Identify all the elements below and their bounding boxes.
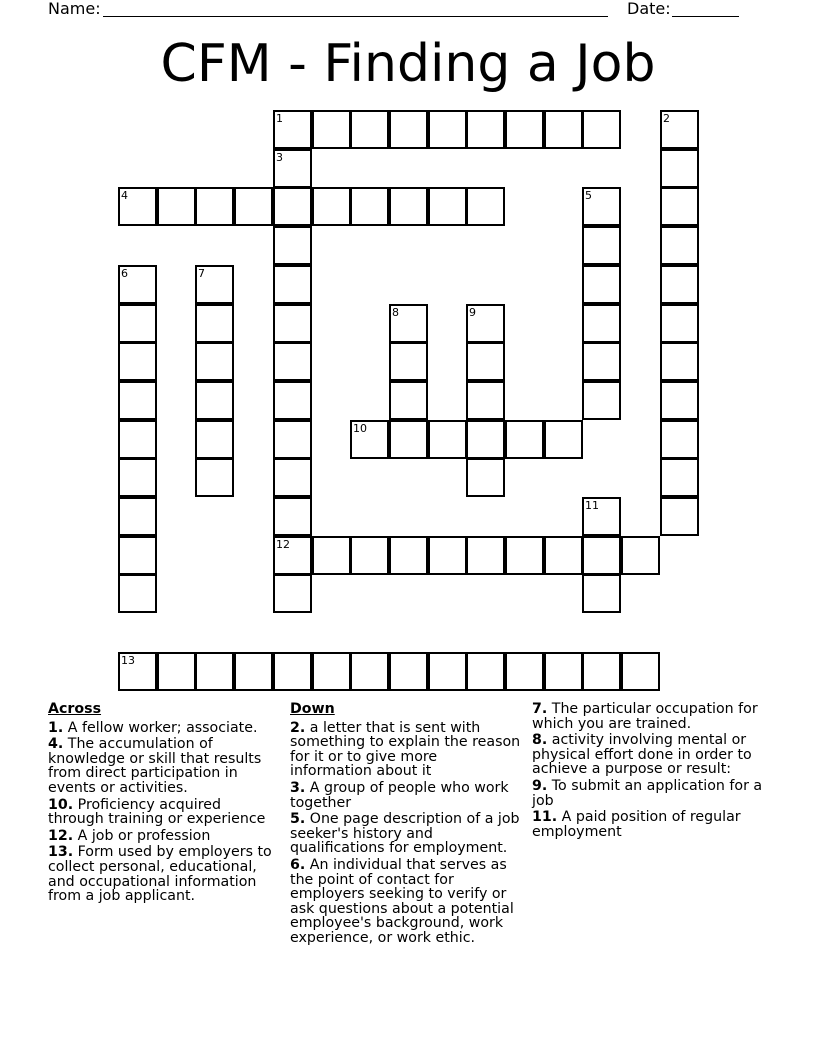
clue-number: 8 [392, 306, 399, 319]
grid-cell[interactable] [234, 652, 273, 691]
grid-cell[interactable] [505, 536, 544, 575]
clue-num: 4. [48, 736, 64, 753]
grid-cell[interactable] [660, 342, 699, 381]
clue-item [532, 810, 768, 839]
grid-cell[interactable] [428, 536, 467, 575]
grid-cell[interactable] [312, 110, 351, 149]
grid-cell[interactable] [544, 420, 583, 459]
grid-cell[interactable] [195, 342, 234, 381]
grid-cell[interactable] [660, 497, 699, 536]
clue-num: 1. [48, 719, 64, 736]
clue-num: 9. [532, 777, 548, 794]
grid-cell[interactable] [428, 187, 467, 226]
grid-cell[interactable] [621, 652, 660, 691]
grid-cell[interactable] [273, 574, 312, 613]
grid-cell[interactable] [350, 110, 389, 149]
grid-cell[interactable] [195, 304, 234, 343]
clue-num: 3. [290, 779, 306, 796]
grid-cell[interactable] [118, 536, 157, 575]
clue-text: A job or profession [73, 827, 211, 844]
clue-item [532, 779, 768, 808]
grid-cell[interactable] [582, 536, 621, 575]
grid-cell[interactable] [389, 187, 428, 226]
clue-text: The particular occupation for which you are trained. [532, 701, 758, 732]
grid-cell[interactable] [195, 420, 234, 459]
clue-num: 11. [532, 809, 558, 826]
clue-number: 5 [585, 189, 592, 202]
clue-text: a letter that is sent with something to explain the reason for it or to give more information about it [290, 719, 521, 780]
grid-cell[interactable] [118, 342, 157, 381]
grid-cell[interactable] [273, 497, 312, 536]
grid-cell[interactable] [466, 342, 505, 381]
grid-cell[interactable] [273, 187, 312, 226]
grid-cell[interactable] [118, 420, 157, 459]
grid-cell[interactable] [505, 420, 544, 459]
grid-cell[interactable] [389, 110, 428, 149]
grid-cell[interactable] [660, 265, 699, 304]
grid-cell[interactable] [273, 226, 312, 265]
clue-item [532, 702, 768, 731]
clue-number: 9 [469, 306, 476, 319]
clue-item [48, 721, 278, 736]
grid-cell[interactable] [118, 458, 157, 497]
clue-text: One page description of a job seeker's history and qualifications for employment. [290, 811, 520, 857]
grid-cell[interactable] [273, 342, 312, 381]
grid-cell[interactable] [312, 652, 351, 691]
clue-text: Proficiency acquired through training or experience [48, 796, 266, 828]
grid-cell[interactable] [118, 304, 157, 343]
grid-cell[interactable] [273, 304, 312, 343]
grid-cell[interactable] [350, 652, 389, 691]
clue-text: To submit an application for a job [532, 777, 763, 809]
grid-cell[interactable] [273, 458, 312, 497]
grid-cell[interactable] [157, 652, 196, 691]
clue-number: 10 [353, 422, 367, 435]
clue-num: 7. [532, 701, 548, 717]
grid-cell[interactable] [544, 110, 583, 149]
grid-cell[interactable] [466, 652, 505, 691]
grid-cell[interactable] [582, 381, 621, 420]
down-clues [290, 702, 522, 948]
grid-cell[interactable] [660, 381, 699, 420]
clue-num: 6. [290, 856, 306, 873]
grid-cell[interactable] [466, 110, 505, 149]
grid-cell[interactable] [273, 381, 312, 420]
grid-cell[interactable] [273, 420, 312, 459]
clue-item [48, 845, 278, 903]
grid-cell[interactable] [466, 381, 505, 420]
clue-text: activity involving mental or physical effort done in order to achieve a purpose or result: [532, 732, 752, 778]
clue-number: 4 [121, 189, 128, 202]
grid-cell[interactable] [621, 536, 660, 575]
grid-cell[interactable] [312, 187, 351, 226]
grid-cell[interactable] [582, 304, 621, 343]
clue-number: 2 [663, 112, 670, 125]
clue-num: 10. [48, 796, 74, 813]
clue-number: 13 [121, 654, 135, 667]
clue-number: 7 [198, 267, 205, 280]
clue-num: 8. [532, 732, 548, 749]
grid-cell[interactable] [660, 420, 699, 459]
grid-cell[interactable] [466, 536, 505, 575]
grid-cell[interactable] [582, 652, 621, 691]
down-heading: Down [290, 701, 335, 717]
clue-item [290, 781, 522, 810]
grid-cell[interactable] [389, 536, 428, 575]
grid-cell[interactable] [389, 381, 428, 420]
grid-cell[interactable] [544, 536, 583, 575]
grid-cell[interactable] [582, 265, 621, 304]
clue-text: A group of people who work together [290, 779, 509, 811]
grid-cell[interactable] [195, 458, 234, 497]
grid-cell[interactable] [582, 226, 621, 265]
grid-cell[interactable] [273, 265, 312, 304]
grid-cell[interactable] [660, 226, 699, 265]
clue-text: A paid position of regular employment [532, 809, 741, 840]
grid-cell[interactable] [118, 574, 157, 613]
grid-cell[interactable] [195, 187, 234, 226]
grid-cell[interactable] [118, 381, 157, 420]
grid-cell[interactable] [428, 652, 467, 691]
grid-cell[interactable] [582, 574, 621, 613]
across-heading: Across [48, 701, 102, 717]
grid-cell[interactable] [660, 458, 699, 497]
clue-number: 3 [276, 151, 283, 164]
grid-cell[interactable] [466, 420, 505, 459]
grid-cell[interactable] [505, 110, 544, 149]
clue-item [290, 812, 522, 856]
grid-cell[interactable] [544, 652, 583, 691]
grid-cell[interactable] [428, 110, 467, 149]
grid-cell[interactable] [505, 652, 544, 691]
grid-cell[interactable] [660, 149, 699, 188]
clue-number: 6 [121, 267, 128, 280]
name-label: Name: [48, 0, 101, 18]
grid-cell[interactable] [195, 652, 234, 691]
grid-cell[interactable] [389, 420, 428, 459]
grid-cell[interactable] [582, 342, 621, 381]
clue-text: The accumulation of knowledge or skill that results from direct participation in events or activities. [48, 736, 262, 796]
clue-num: 12. [48, 827, 74, 844]
clue-number: 11 [585, 499, 599, 512]
clue-item [48, 798, 278, 827]
clue-num: 5. [290, 811, 306, 828]
clue-text: Form used by employers to collect personal, educational, and occupational information from a job applicant. [48, 844, 272, 905]
grid-cell[interactable] [466, 187, 505, 226]
clue-item [290, 858, 522, 946]
grid-cell[interactable] [350, 187, 389, 226]
clue-item [290, 721, 522, 779]
grid-cell[interactable] [234, 187, 273, 226]
grid-cell[interactable] [157, 187, 196, 226]
clue-number: 12 [276, 538, 290, 551]
grid-cell[interactable] [389, 652, 428, 691]
grid-cell[interactable] [660, 187, 699, 226]
grid-cell[interactable] [466, 458, 505, 497]
clue-num: 2. [290, 719, 306, 736]
clue-item [48, 829, 278, 844]
down-clues-continued [532, 702, 768, 841]
grid-cell[interactable] [582, 110, 621, 149]
date-label: Date: [627, 0, 671, 18]
grid-cell[interactable] [118, 497, 157, 536]
across-clues [48, 702, 278, 906]
clue-item [532, 733, 768, 777]
grid-cell[interactable] [428, 420, 467, 459]
grid-cell[interactable] [312, 536, 351, 575]
grid-cell[interactable] [195, 381, 234, 420]
clue-text: An individual that serves as the point of contact for employers seeking to verify or ask questions about a potential employee's background, work experience, or work ethic. [290, 856, 514, 946]
clue-item [48, 737, 278, 795]
clue-text: A fellow worker; associate. [63, 719, 258, 736]
grid-cell[interactable] [350, 536, 389, 575]
clue-number: 1 [276, 112, 283, 125]
grid-cell[interactable] [273, 652, 312, 691]
clue-num: 13. [48, 844, 74, 861]
grid-cell[interactable] [660, 304, 699, 343]
grid-cell[interactable] [389, 342, 428, 381]
page-title: CFM - Finding a Job [160, 34, 656, 94]
